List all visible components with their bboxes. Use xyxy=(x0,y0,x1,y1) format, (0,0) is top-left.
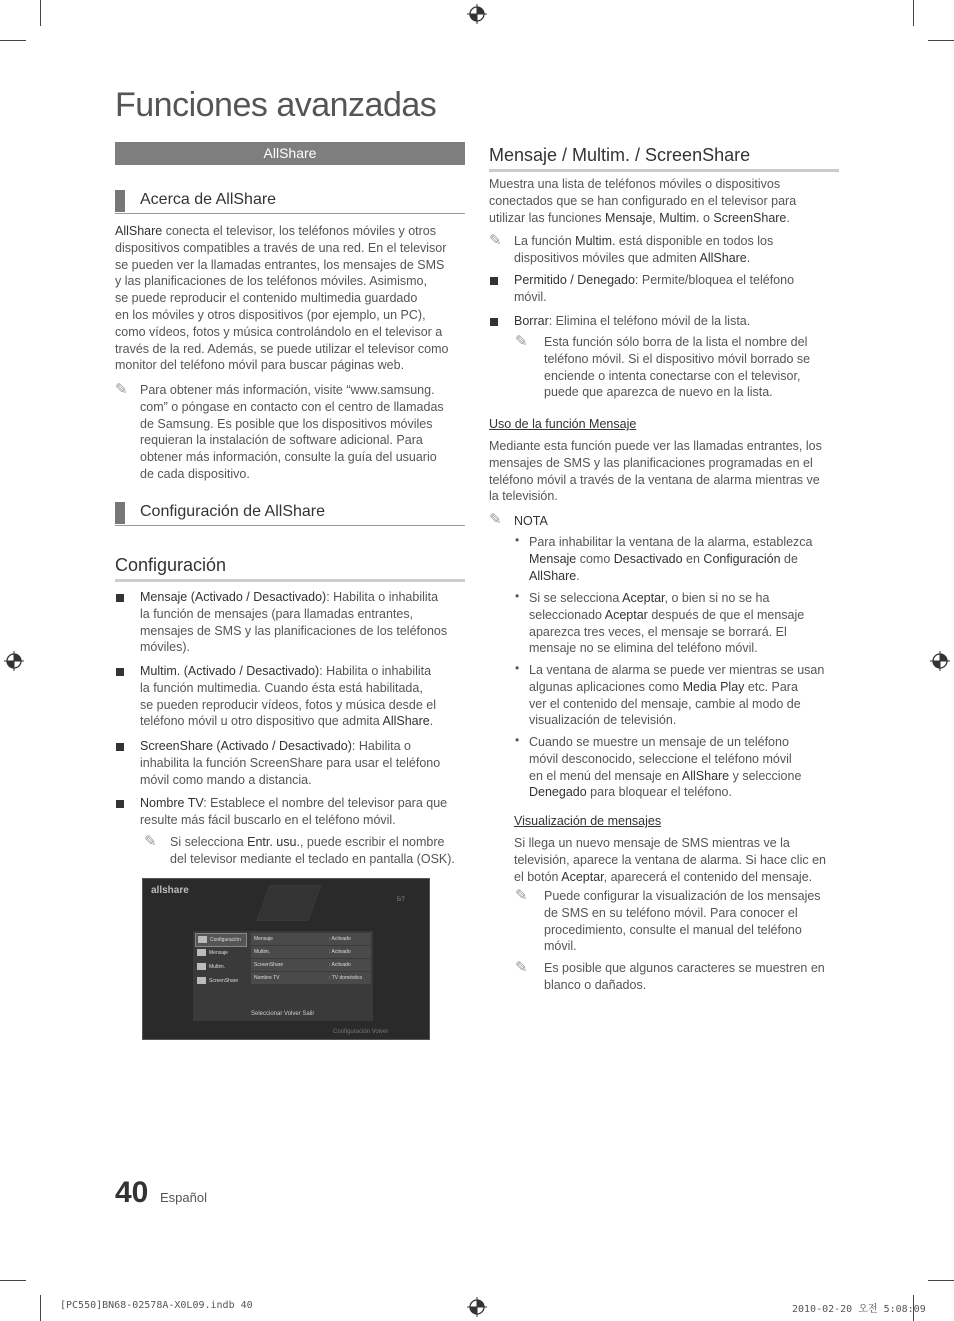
crop-mark xyxy=(40,1295,41,1321)
section-bar: AllShare xyxy=(115,142,465,165)
config-item xyxy=(140,738,470,788)
page-count: 5/7 xyxy=(396,897,405,903)
text-line: Denegado para bloquear el teléfono. xyxy=(529,785,732,800)
text-line: Esta función sólo borra de la lista el nombre del xyxy=(544,335,808,349)
menu-item-icon xyxy=(198,936,207,943)
config-item xyxy=(140,589,470,656)
nota-bullet xyxy=(529,534,844,584)
text-line: dispositivos compatibles a través de una red. En el televisor xyxy=(115,240,447,255)
text-line: resulte más fácil buscarlo en el teléfono móvil. xyxy=(140,812,396,827)
text-line: procedimiento, consulte el manual del teléfono xyxy=(544,922,802,937)
registration-mark-icon xyxy=(467,4,487,24)
tv-hint-secondary: Configuración Volver xyxy=(333,1029,389,1035)
text-line: utilizar las funciones Mensaje, Multim. o ScreenShare. xyxy=(489,210,790,225)
tv-setting-key: Mensaje xyxy=(254,936,273,942)
text-line: móviles). xyxy=(140,640,191,655)
tv-setting-key: Nombre TV xyxy=(254,975,280,981)
text-line: la función de mensajes (para llamadas entrantes, xyxy=(140,606,414,621)
text-line: blanco o dañados. xyxy=(544,977,647,992)
page-number: 40 xyxy=(115,1176,149,1209)
tv-setting-row xyxy=(251,972,371,984)
config-item xyxy=(140,795,470,829)
footer-file: [PC550]BN68-02578A-X0L09.indb 40 xyxy=(60,1300,253,1311)
text-line: Mensaje (Activado / Desactivado): Habilita o inhabilita xyxy=(140,590,439,604)
page-language: Español xyxy=(160,1190,207,1205)
tv-menu-item xyxy=(195,947,245,959)
text-line: la televisión. xyxy=(489,489,558,504)
text-line: La ventana de alarma se puede ver mientras se usan xyxy=(529,663,825,677)
heading-marker xyxy=(115,190,125,212)
text-line: AllShare conecta el televisor, los teléfonos móviles y otros xyxy=(115,224,436,238)
text-line: ScreenShare (Activado / Desactivado): Habilita o xyxy=(140,739,411,753)
note-pencil-icon: ✎ xyxy=(489,232,502,249)
crop-mark xyxy=(40,0,41,26)
nota-bullet xyxy=(529,590,844,657)
text-line: Mensaje como Desactivado en Configuración de xyxy=(529,551,798,566)
subheading-text: Configuración de AllShare xyxy=(140,503,326,520)
visualizacion-body xyxy=(514,835,844,885)
text-line: se pueden ver la llamadas entrantes, los mensajes de SMS xyxy=(115,257,445,272)
page-title: Funciones avanzadas xyxy=(115,86,437,124)
text-line: mensaje no se elimina del teléfono móvil. xyxy=(529,641,758,656)
subheading-configuracion-allshare xyxy=(115,502,465,526)
right-note1 xyxy=(514,233,844,267)
bullet-dot-icon: • xyxy=(515,533,520,547)
registration-mark-icon xyxy=(930,651,950,671)
tv-menu-item-label: Mensaje xyxy=(209,950,228,956)
nota-label: NOTA xyxy=(514,514,548,528)
footer-date: 2010-02-20 오전 5:08:09 xyxy=(792,1304,926,1315)
crop-mark xyxy=(913,0,914,26)
visualizacion-heading: Visualización de mensajes xyxy=(514,814,662,828)
acerca-note xyxy=(140,382,470,483)
square-bullet-icon xyxy=(116,594,124,602)
text-line: del televisor mediante el teclado en pantalla (OSK). xyxy=(170,851,455,866)
right-item xyxy=(514,313,844,330)
text-line: conectados que se han configurado en el televisor para xyxy=(489,193,797,208)
tv-menu-item xyxy=(195,961,245,973)
text-line: obtener más información, consulte la guía del usuario xyxy=(140,450,437,465)
note-pencil-icon: ✎ xyxy=(515,333,528,350)
crop-mark xyxy=(0,1280,26,1281)
decor-shape xyxy=(256,885,321,921)
square-bullet-icon xyxy=(116,668,124,676)
tv-setting-row xyxy=(251,933,371,945)
tv-setting-row xyxy=(251,959,371,971)
bullet-dot-icon: • xyxy=(515,589,520,603)
text-line: Cuando se muestre un mensaje de un teléfono xyxy=(529,735,789,749)
text-line: televisión, aparece la ventana de alarma. Si hace clic en xyxy=(514,852,826,867)
text-line: Borrar: Elimina el teléfono móvil de la lista. xyxy=(514,314,751,328)
text-line: Permitido / Denegado: Permite/bloquea el teléfono xyxy=(514,273,795,287)
uso-body xyxy=(489,438,844,505)
tv-setting-value: : Activado xyxy=(329,936,351,942)
registration-mark-icon xyxy=(4,651,24,671)
tv-setting-value: : Activado xyxy=(329,962,351,968)
text-line: de Samsung. Es posible que los dispositivos móviles xyxy=(140,416,433,431)
menu-item-icon xyxy=(197,949,206,956)
text-line: Para inhabilitar la ventana de la alarma, establezca xyxy=(529,535,813,549)
tv-setting-row xyxy=(251,946,371,958)
text-line: móvil. xyxy=(544,939,577,954)
note-pencil-icon: ✎ xyxy=(489,511,502,528)
text-line: enciende o intenta conectarse con el televisor, xyxy=(544,368,801,383)
text-line: seleccionado Aceptar después de que el mensaje xyxy=(529,607,805,622)
allshare-logo: allshare xyxy=(151,885,189,896)
square-bullet-icon xyxy=(116,743,124,751)
note-pencil-icon: ✎ xyxy=(115,381,128,398)
text-line: mensajes de SMS y las planificaciones programadas en el xyxy=(489,455,813,470)
text-line: móvil como mando a distancia. xyxy=(140,772,312,787)
text-line: mensajes de SMS y las planificaciones de los teléfonos xyxy=(140,623,448,638)
tv-menu-item-label: ScreenShare xyxy=(209,978,239,984)
text-line: la función multimedia. Cuando ésta está habilitada, xyxy=(140,680,423,695)
text-line: visualización de televisión. xyxy=(529,713,677,728)
crop-mark xyxy=(928,40,954,41)
note-pencil-icon: ✎ xyxy=(144,833,157,850)
tv-menu-item xyxy=(195,975,245,987)
text-line: Para obtener más información, visite “www.samsung. xyxy=(140,383,435,397)
tv-setting-value: : Activado xyxy=(329,949,351,955)
text-line: teléfono móvil u otro dispositivo que admita AllShare. xyxy=(140,714,434,729)
text-line: Multim. (Activado / Desactivado): Habilita o inhabilita xyxy=(140,664,432,678)
text-line: monitor del teléfono móvil para buscar páginas web. xyxy=(115,358,405,373)
configuracion-note xyxy=(170,834,470,868)
tv-setting-value: : TV doméstico xyxy=(329,975,363,981)
text-line: inhabilita la función ScreenShare para usar el teléfono xyxy=(140,755,441,770)
square-bullet-icon xyxy=(116,800,124,808)
text-line: com” o póngase en contacto con el centro de llamadas xyxy=(140,399,444,414)
registration-mark-icon xyxy=(467,1297,487,1317)
text-line: requieran la instalación de software adicional. Para xyxy=(140,433,423,448)
square-bullet-icon xyxy=(490,277,498,285)
nota-bullet xyxy=(529,734,844,801)
tv-setting-key: ScreenShare xyxy=(254,962,284,968)
tv-hint: Seleccionar Volver Salir xyxy=(251,1011,315,1017)
nota-bullet xyxy=(529,662,844,729)
text-line: teléfono móvil. Si el dispositivo móvil borrado se xyxy=(544,351,811,366)
tv-menu-item-label: Multim. xyxy=(209,964,226,970)
bullet-dot-icon: • xyxy=(515,733,520,747)
bullet-dot-icon: • xyxy=(515,661,520,675)
config-item xyxy=(140,663,470,730)
tv-setting-key: Multim. xyxy=(254,949,271,955)
text-line: Mediante esta función puede ver las llamadas entrantes, los xyxy=(489,439,822,453)
text-line: de SMS en su teléfono móvil. Para conocer el xyxy=(544,905,798,920)
text-line: como vídeos, fotos y música controlándolo en el televisor a xyxy=(115,324,443,339)
right-note4 xyxy=(544,960,844,994)
text-line: aparezca tres veces, el mensaje se borrará. El xyxy=(529,624,787,639)
text-line: AllShare. xyxy=(529,568,580,583)
right-heading: Mensaje / Multim. / ScreenShare xyxy=(489,145,839,172)
right-note2 xyxy=(544,334,844,401)
crop-mark xyxy=(928,1280,954,1281)
tv-menu-screenshot xyxy=(142,878,430,1040)
text-line: y las planificaciones de los teléfonos móviles. Asimismo, xyxy=(115,274,427,289)
text-line: en el menú del mensaje en AllShare y seleccione xyxy=(529,768,802,783)
text-line: Nombre TV: Establece el nombre del televisor para que xyxy=(140,796,448,810)
tv-menu-left xyxy=(193,931,247,1021)
configuracion-heading: Configuración xyxy=(115,555,465,582)
right-note3 xyxy=(544,888,844,955)
text-line: el botón Aceptar, aparecerá el contenido del mensaje. xyxy=(514,869,813,884)
note-pencil-icon: ✎ xyxy=(515,959,528,976)
crop-mark xyxy=(0,40,26,41)
text-line: se pueden reproducir vídeos, fotos y música desde el xyxy=(140,697,437,712)
text-line: Es posible que algunos caracteres se muestren en xyxy=(544,961,825,975)
subheading-text: Acerca de AllShare xyxy=(140,191,277,208)
subheading-acerca xyxy=(115,190,465,214)
text-line: puede que aparezca de nuevo en la lista. xyxy=(544,385,773,400)
text-line: dispositivos móviles que admiten AllShare. xyxy=(514,250,751,265)
tv-menu-item-label: Configuración xyxy=(210,937,241,943)
text-line: de cada dispositivo. xyxy=(140,466,250,481)
text-line: La función Multim. está disponible en todos los xyxy=(514,234,774,248)
note-pencil-icon: ✎ xyxy=(515,887,528,904)
text-line: Si llega un nuevo mensaje de SMS mientras ve la xyxy=(514,836,790,850)
text-line: algunas aplicaciones como Media Play etc. Para xyxy=(529,679,798,694)
heading-marker xyxy=(115,502,125,524)
menu-item-icon xyxy=(197,977,206,984)
text-line: móvil desconocido, seleccione el teléfono móvil xyxy=(529,751,792,766)
text-line: Si selecciona Entr. usu., puede escribir el nombre xyxy=(170,835,445,849)
square-bullet-icon xyxy=(490,318,498,326)
right-item xyxy=(514,272,844,306)
acerca-body xyxy=(115,223,465,374)
tv-menu-item xyxy=(195,933,247,947)
text-line: Puede configurar la visualización de los mensajes xyxy=(544,889,821,903)
text-line: teléfono móvil a través de la ventana de alarma mientras ve xyxy=(489,472,820,487)
text-line: Si se selecciona Aceptar, o bien si no se ha xyxy=(529,591,770,605)
right-intro xyxy=(489,176,839,226)
text-line: móvil. xyxy=(514,289,547,304)
text-line: se puede reproducir el contenido multimedia guardado xyxy=(115,291,418,306)
text-line: en los móviles y otros dispositivos (por ejemplo, un PC), xyxy=(115,307,426,322)
text-line: Muestra una lista de teléfonos móviles o dispositivos xyxy=(489,177,781,191)
text-line: ver el contenido del mensaje, cambie al modo de xyxy=(529,696,801,711)
text-line: través de la red. Además, se puede utilizar el televisor como xyxy=(115,341,449,356)
uso-heading: Uso de la función Mensaje xyxy=(489,417,637,431)
tv-menu xyxy=(193,931,373,1021)
tv-menu-right xyxy=(251,933,371,985)
menu-item-icon xyxy=(197,963,206,970)
